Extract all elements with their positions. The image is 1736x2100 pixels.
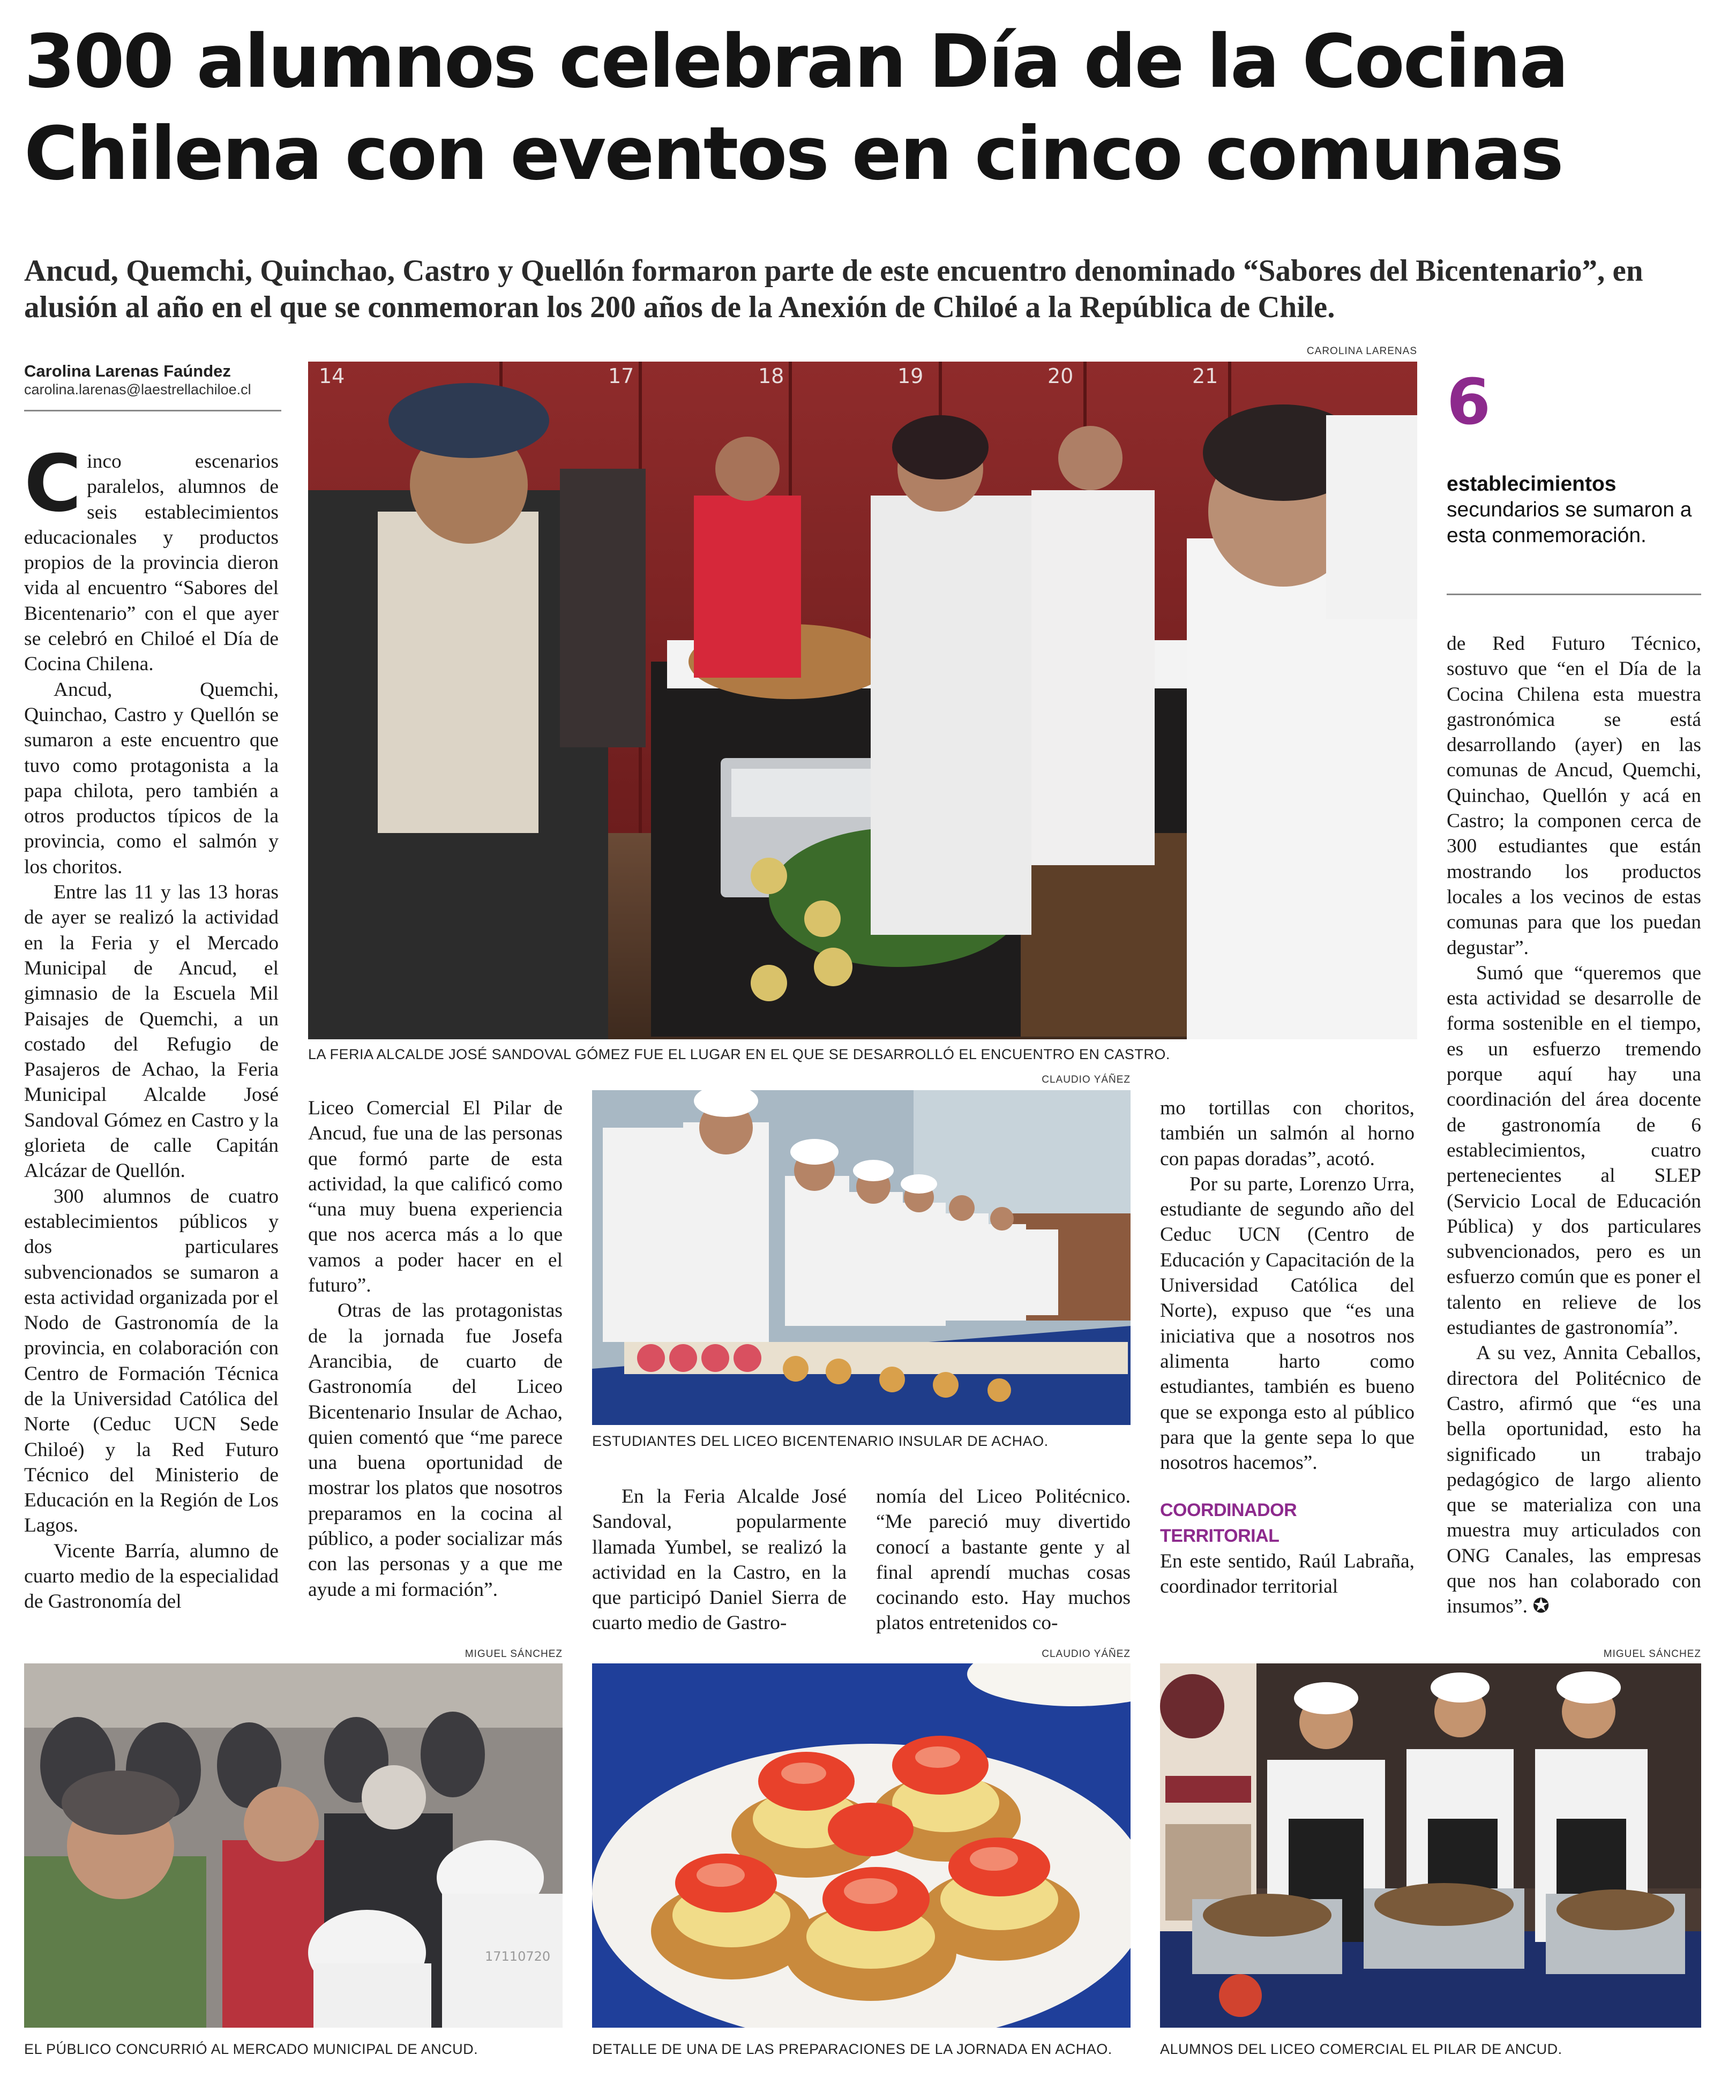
- paragraph: de Red Futuro Técnico, sostuvo que “en el Día de la Cocina Chilena esta muestra gastronómica se está desarrollando (ayer) en las comunas de Ancud, Quemchi, Quinchao, Quellón y acá en Castro; la componen cerca de 300 estudiantes que están mostrando los productos locales a los vecinos de estas comunas para que los puedan degustar”.: [1447, 633, 1701, 959]
- article-column-2: [308, 1096, 563, 1602]
- article-column-4: [876, 1484, 1131, 1636]
- byline-email[interactable]: carolina.larenas@laestrellachiloe.cl: [24, 381, 251, 398]
- svg-text:17: 17: [608, 364, 634, 388]
- photo-caption-achao: ESTUDIANTES DEL LICEO BICENTENARIO INSULAR DE ACHAO.: [592, 1433, 1049, 1449]
- article-column-6: [1447, 631, 1701, 1619]
- stat-label: establecimientos: [1447, 472, 1617, 496]
- svg-text:14: 14: [319, 364, 345, 388]
- paragraph: Sumó que “queremos que esta actividad se desarrolle de forma sostenible en el tiempo, es un esfuerzo tremendo porque aquí hay una coordinación del área docente de gastronomía de 6 establecimientos, cuatro pertenecientes al SLEP (Servicio Local de Educación Pública) y dos particulares subvencionados, pero es un esfuerzo común que es poner el talento en relieve de los estudiantes de gastronomía”.: [1447, 962, 1701, 1339]
- photo-caption-pilar: ALUMNOS DEL LICEO COMERCIAL EL PILAR DE ANCUD.: [1160, 2041, 1562, 2057]
- paragraph: nomía del Liceo Politécnico. “Me pareció muy divertido conocí a bastante gente y al final aprendí muchas cosas cocinando esto. Hay muchos platos entretenidos co-: [876, 1486, 1131, 1634]
- paragraph: Otras de las protagonistas de la jornada fue Josefa Arancibia, de cuarto de Gastronomía del Liceo Bicentenario Insular de Achao, quien comentó que “me parece una buena oportunidad de mostrar los platos que nosotros preparamos en la cocina al público, a poder socializar más con las personas y a que me ayude a mi formación”.: [308, 1300, 563, 1601]
- paragraph: Vicente Barría, alumno de cuarto medio de la especialidad de Gastronomía del: [24, 1540, 279, 1613]
- deck: Ancud, Quemchi, Quinchao, Castro y Quellón formaron parte de este encuentro denominado “Sabores del Bicentenario”, en alusión al año en el que se conmemoran los 200 años de la Anexión de Chiloé a la República de Chile.: [24, 254, 1643, 324]
- main-photo-image: [308, 362, 1417, 1039]
- article-column-3: [592, 1484, 847, 1636]
- paragraph: A su vez, Annita Ceballos, directora del Politécnico de Castro, afirmó que “es una bella oportunidad, esto ha significado un trabajo pedagógico de largo aliento que se materializa con una muestra muy articulados con ONG Canales, las empresas que nos han colaborado con insumos”. ✪: [1447, 1342, 1701, 1618]
- paragraph: Liceo Comercial El Pilar de Ancud, fue una de las personas que formó parte de esta actividad, la que calificó como “una muy buena experiencia que nos acerca más a lo que vamos a poder hacer en el futuro”.: [308, 1097, 563, 1297]
- byline-divider: [24, 410, 281, 411]
- headline: 300 alumnos celebran Día de la Cocina Chilena con eventos en cinco comunas: [24, 19, 1567, 197]
- paragraph: Por su parte, Lorenzo Urra, estudiante de segundo año del Ceduc UCN (Centro de Educación y Capacitación de la Universidad Católica del Norte), expuso que “es una iniciativa que a nosotros nos alimenta harto como estudiantes, también es bueno que se exponga esto al público para que la gente sepa lo que nosotros hacemos”.: [1160, 1173, 1415, 1474]
- achao-photo: [592, 1090, 1131, 1425]
- section-subhead: COORDINADOR TERRITORIAL: [1160, 1500, 1297, 1546]
- paragraph: En este sentido, Raúl Labraña, coordinador territorial: [1160, 1550, 1415, 1598]
- paragraph-lead: [24, 438, 279, 677]
- stat-text: secundarios se sumaron a esta conmemoración.: [1447, 498, 1692, 547]
- photo-caption-main: LA FERIA ALCALDE JOSÉ SANDOVAL GÓMEZ FUE EL LUGAR EN EL QUE SE DESARROLLÓ EL ENCUENTRO EN CASTRO.: [308, 1046, 1170, 1062]
- photo-credit-achao: CLAUDIO YÁÑEZ: [1042, 1074, 1131, 1085]
- article-column-1: [24, 438, 279, 1615]
- paragraph: Ancud, Quemchi, Quinchao, Castro y Quellón se sumaron a este encuentro que tuvo como protagonista a la papa chilota, pero también a otros productos típicos de la provincia, como el salmón y los choritos.: [24, 678, 279, 878]
- achao-photo-image: [592, 1090, 1131, 1425]
- paragraph: 300 alumnos de cuatro establecimientos públicos y dos particulares subvencionados se sumaron a esta actividad organizada por el Nodo de Gastronomía de la provincia, en colaboración con Centro de Formación Técnica de la Universidad Católica del Norte (Ceduc UCN Sede Chiloé) y la Red Futuro Técnico del Ministerio de Educación en la Región de Los Lagos.: [24, 1185, 279, 1537]
- svg-text:20: 20: [1047, 364, 1074, 388]
- paragraph: En la Feria Alcalde José Sandoval, popularmente llamada Yumbel, se realizó la actividad en la Castro, en la que participó Daniel Sierra de cuarto medio de Gastro-: [592, 1486, 847, 1634]
- photo-caption-ancud-market: EL PÚBLICO CONCURRIÓ AL MERCADO MUNICIPAL DE ANCUD.: [24, 2041, 478, 2057]
- detail-photo: [592, 1663, 1131, 2028]
- svg-text:18: 18: [758, 364, 784, 388]
- stat-divider: [1447, 594, 1701, 595]
- photo-caption-detail: DETALLE DE UNA DE LAS PREPARACIONES DE LA JORNADA EN ACHAO.: [592, 2041, 1112, 2057]
- byline-author: Carolina Larenas Faúndez: [24, 362, 231, 380]
- article-column-5: [1160, 1096, 1415, 1600]
- stat-number: 6: [1447, 365, 1491, 439]
- svg-text:21: 21: [1192, 364, 1218, 388]
- photo-credit-main: CAROLINA LARENAS: [1306, 346, 1417, 357]
- drop-cap: C: [24, 438, 82, 529]
- paragraph: mo tortillas con choritos, también un salmón al horno con papas doradas”, acotó.: [1160, 1097, 1415, 1170]
- svg-text:19: 19: [897, 364, 924, 388]
- main-photo: [308, 362, 1417, 1039]
- ancud-market-photo-image: [24, 1663, 563, 2028]
- ancud-market-photo: [24, 1663, 563, 2028]
- photo-stamp: 17110720: [485, 1949, 551, 1964]
- paragraph: Entre las 11 y las 13 horas de ayer se realizó la actividad en la Feria y el Mercado Municipal de Ancud, el gimnasio de la Escuela Mil Paisajes de Quemchi, a un costado del Refugio de Pasajeros de Achao, la Feria Municipal Alcalde José Sandoval Gómez en Castro y la glorieta de calle Capitán Alcázar de Quellón.: [24, 881, 279, 1182]
- pilar-photo: [1160, 1663, 1701, 2028]
- detail-photo-image: [592, 1663, 1131, 2028]
- pilar-photo-image: [1160, 1663, 1701, 2028]
- photo-credit-pilar: MIGUEL SÁNCHEZ: [1603, 1648, 1701, 1660]
- lead-text: inco escenarios paralelos, alumnos de seis establecimientos educacionales y productos propios de la provincia dieron vida al encuentro “Sabores del Bicentenario” con el que ayer se celebró en Chiloé el Día de Cocina Chilena.: [24, 451, 279, 676]
- photo-credit-ancud-market: MIGUEL SÁNCHEZ: [465, 1648, 563, 1660]
- photo-credit-detail: CLAUDIO YÁÑEZ: [1042, 1648, 1131, 1660]
